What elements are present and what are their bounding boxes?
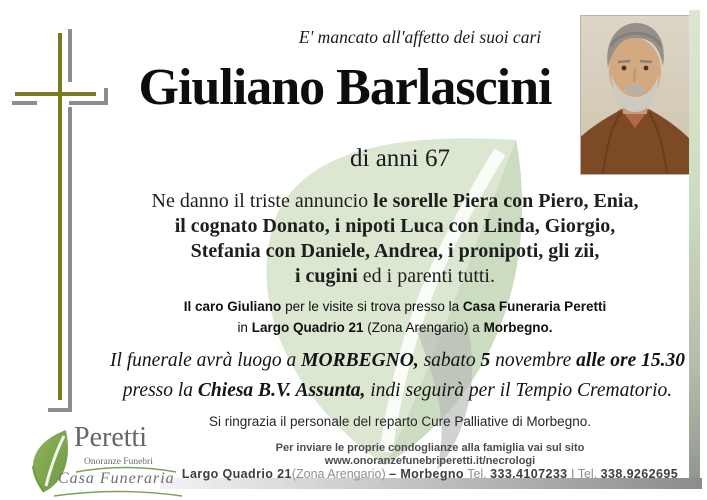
address-phone-line: Largo Quadrio 21(Zona Arengario) – Morbegno Tel. 333.4107233 I Tel. 338.9262695 xyxy=(181,467,679,481)
age-line: di anni 67 xyxy=(350,145,450,172)
logo-subtitle: Casa Funeraria xyxy=(58,470,175,487)
logo-swoosh-bottom xyxy=(52,490,184,498)
condolences-line: Per inviare le proprie condoglianze alla famiglia vai sul sito xyxy=(275,442,585,454)
peretti-logo xyxy=(18,424,188,498)
intro-line: E' mancato all'affetto dei suoi cari xyxy=(298,27,542,47)
logo-brand-text: Peretti xyxy=(74,422,148,453)
right-accent-strip xyxy=(689,10,700,489)
announcement-line: il cognato Donato, i nipoti Luca con Linda, Giorgio, xyxy=(174,215,616,237)
funeral-line: Il funerale avrà luogo a MORBEGNO, sabato 5 novembre alle ore 15.30 xyxy=(109,350,686,371)
visiting-line: Il caro Giuliano per le visite si trova presso la Casa Funeraria Peretti xyxy=(183,299,607,314)
visiting-info xyxy=(110,296,680,338)
website-url: www.onoranzefunebriperetti.it/necrologi xyxy=(324,455,536,467)
logo-tagline: Onoranze Funebri xyxy=(84,457,153,467)
announcement-line: Ne danno il triste annuncio le sorelle Piera con Piero, Enia, xyxy=(151,190,639,212)
deceased-name: Giuliano Barlascini xyxy=(138,59,552,116)
announcement-line: Stefania con Daniele, Andrea, i pronipoti, gli zii, xyxy=(190,240,600,262)
announcement-paragraph xyxy=(110,189,680,289)
thanks-line: Si ringrazia il personale del reparto Cure Palliative di Morbegno. xyxy=(209,414,591,429)
funeral-line: presso la Chiesa B.V. Assunta, indi seguirà per il Tempio Crematorio. xyxy=(122,380,673,401)
announcement-line: i cugini ed i parenti tutti. xyxy=(295,265,495,287)
visiting-line: in Largo Quadrio 21 (Zona Arengario) a Morbegno. xyxy=(237,320,553,335)
funeral-info xyxy=(100,346,695,406)
